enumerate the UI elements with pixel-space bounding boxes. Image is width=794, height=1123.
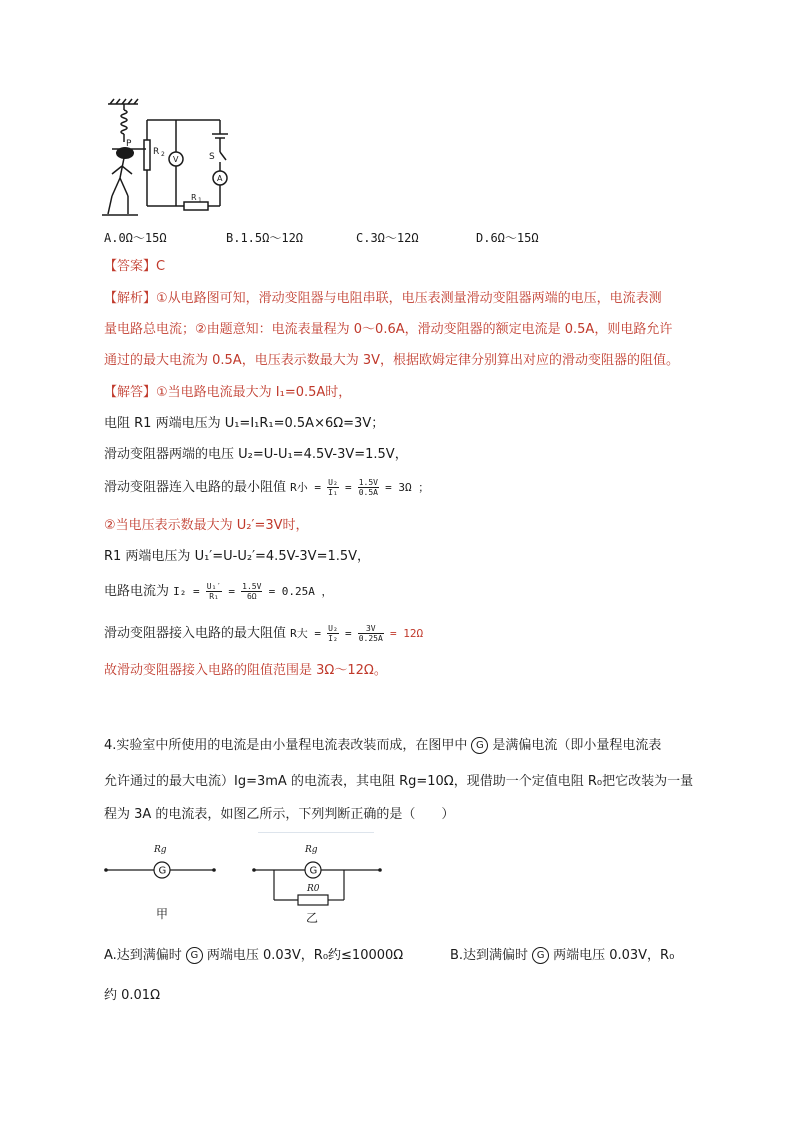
label-r1: R <box>191 193 197 202</box>
l4-lhs: R小 = <box>290 481 322 494</box>
solution-line-4: 滑动变阻器连入电路的最小阻值 R小 = $\frac{\text{U₂}}{\text{I₁}}$ = $\frac{1.5V}{0.5A}$ = 3Ω ； <box>104 478 430 497</box>
label-r2: R <box>153 147 160 157</box>
solution-line-7: 电路电流为 I₂ = $\frac{\text{U₁′}}{\text{R₁}}$ = $\frac{1.5V}{6\Omega}$ = 0.25A ， <box>104 582 333 601</box>
label-p: P <box>126 139 132 149</box>
q4-line-3: 程为 3A 的电流表，如图乙所示，下列判断正确的是（ ） <box>104 807 455 822</box>
solution-line-8: 滑动变阻器接入电路的最大阻值 R大 = $\frac{\text{U₂}}{\text{I₂}}$ = $\frac{3V}{0.25A}$ = 12Ω <box>104 624 424 643</box>
analysis-text-1: ①从电路图可知，滑动变阻器与电阻串联，电压表测量滑动变阻器两端的电压，电流表测 <box>156 291 662 306</box>
l7-fraction-2: $\frac{1.5V}{6\Omega}$ <box>242 582 262 601</box>
option-d: D.6Ω～15Ω <box>476 231 539 245</box>
answer-tag: 【答案】 <box>104 259 157 274</box>
analysis-line-3: 通过的最大电流为 0.5A，电压表示数最大为 3V，根据欧姆定律分别算出对应的滑动变阻器的阻值。 <box>104 353 679 368</box>
solution-line-1 <box>104 384 351 402</box>
yi-caption: 乙 <box>306 911 319 925</box>
solution-line-3: 滑动变阻器两端的电压 U₂=U-U₁=4.5V-3V=1.5V， <box>104 447 408 462</box>
q4-text-1a: 4.实验室中所使用的电流是由小量程电流表改装而成，在图甲中 <box>104 738 468 753</box>
analysis-line-1 <box>104 290 662 308</box>
q4-text-1b: 是满偏电流（即小量程电流表 <box>492 738 662 753</box>
q4-line-2: 允许通过的最大电流）Ig=3mA 的电流表，其电阻 Rg=10Ω，现借助一个定值电阻 R₀把它改装为一量 <box>104 774 694 789</box>
option-b-text-2: 两端电压 0.03V，R₀ <box>553 948 675 963</box>
l4-fraction-1: $\frac{\text{U₂}}{\text{I₁}}$ <box>328 478 338 497</box>
yi-r0-label: R0 <box>307 884 320 894</box>
option-a-text-2: 两端电压 0.03V，R₀约≤10000Ω <box>206 948 404 963</box>
q4-option-a <box>104 947 403 965</box>
solution-line-6: R1 两端电压为 U₁′=U-U₂′=4.5V-3V=1.5V， <box>104 549 371 564</box>
label-r2-sub: 2 <box>161 151 165 158</box>
option-b-text-1: B.达到满偏时 <box>450 948 529 963</box>
l4-result: = 3Ω ； <box>385 481 430 494</box>
galvanometer-icon: G <box>186 947 203 964</box>
option-c: C.3Ω～12Ω <box>356 231 419 245</box>
jia-caption: 甲 <box>156 907 169 921</box>
option-b: B.1.5Ω～12Ω <box>226 231 304 245</box>
solution-tag: 【解答】 <box>104 385 157 400</box>
option-a: A.0Ω～15Ω <box>104 231 167 245</box>
solution-conclusion: 故滑动变阻器接入电路的阻值范围是 3Ω～12Ω。 <box>104 663 387 678</box>
galvanometer-icon: G <box>532 947 549 964</box>
label-ammeter: A <box>217 174 223 183</box>
circuit-figure-yi <box>248 838 388 928</box>
yi-rg-label: Rg <box>305 845 318 855</box>
label-voltmeter: V <box>173 155 179 164</box>
svg-text:G: G <box>158 865 167 877</box>
l7-lhs: I₂ = <box>173 585 200 598</box>
l7-fraction-1: $\frac{\text{U₁′}}{\text{R₁}}$ <box>206 582 222 601</box>
svg-text:G: G <box>309 865 318 877</box>
option-a-text-1: A.达到满偏时 <box>104 948 182 963</box>
l8-lhs: R大 = <box>290 627 322 640</box>
l4-text: 滑动变阻器连入电路的最小阻值 <box>104 480 287 495</box>
label-switch: S <box>209 152 215 162</box>
galvanometer-icon: G <box>471 737 488 754</box>
analysis-tag: 【解析】 <box>104 291 157 306</box>
l4-fraction-2: $\frac{1.5V}{0.5A}$ <box>358 478 378 497</box>
l7-text: 电路电流为 <box>104 584 170 599</box>
l8-fraction-1: $\frac{\text{U₂}}{\text{I₂}}$ <box>328 624 338 643</box>
l8-fraction-2: $\frac{3V}{0.25A}$ <box>358 624 383 643</box>
solution-step1: ①当电路电流最大为 I₁=0.5A时， <box>156 385 352 400</box>
l8-text: 滑动变阻器接入电路的最大阻值 <box>104 626 287 641</box>
analysis-line-2: 量电路总电流；②由题意知：电流表量程为 0～0.6A，滑动变阻器的额定电流是 0.5A，则电路允许 <box>104 322 673 337</box>
answer-value: C <box>156 259 166 274</box>
circuit-figure-1 <box>98 96 248 218</box>
l7-result: = 0.25A ， <box>268 585 333 598</box>
answer-line <box>104 258 165 276</box>
q4-line-1 <box>104 737 661 755</box>
jia-rg-label: Rg <box>154 845 167 855</box>
divider <box>258 832 374 833</box>
label-r1-sub: 1 <box>198 197 202 204</box>
l8-result: = 12Ω <box>389 627 424 640</box>
solution-line-2: 电阻 R1 两端电压为 U₁=I₁R₁=0.5A×6Ω=3V； <box>104 416 385 431</box>
circuit-figure-jia <box>100 838 220 928</box>
q4-option-b <box>450 947 674 965</box>
q4-option-b-cont: 约 0.01Ω <box>104 988 161 1003</box>
solution-step2: ②当电压表示数最大为 U₂′=3V时， <box>104 518 309 533</box>
